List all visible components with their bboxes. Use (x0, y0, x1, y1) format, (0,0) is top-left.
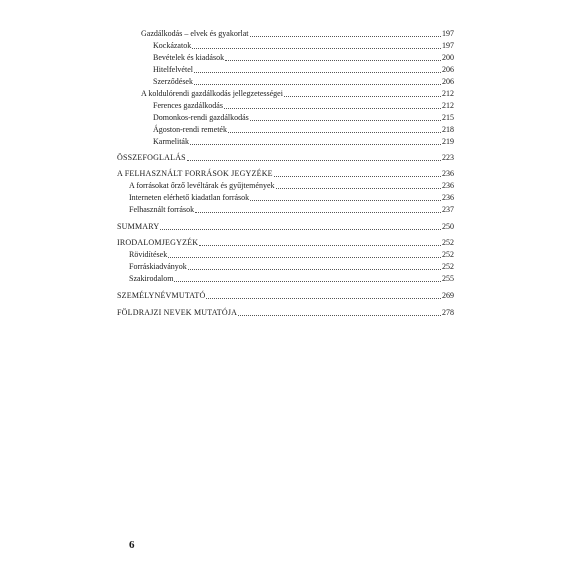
toc-entry-page: 252 (442, 238, 454, 247)
dot-leader (238, 315, 441, 316)
dot-leader (194, 72, 441, 73)
toc-entry-title: Rövidítések (129, 250, 168, 259)
dot-leader (187, 160, 441, 161)
toc-entry[interactable] (117, 290, 454, 301)
toc-entry-page: 223 (442, 153, 454, 162)
toc-entry-page: 215 (442, 113, 454, 122)
toc-entry-page: 250 (442, 222, 454, 231)
toc-entry-title: Forráskiadványok (129, 262, 187, 271)
toc-entry-page: 278 (442, 308, 454, 317)
toc-entry-title: Hitelfelvétel (153, 65, 193, 74)
toc-entry[interactable] (129, 180, 454, 191)
toc-entry[interactable] (153, 64, 454, 75)
toc-entry-page: 236 (442, 193, 454, 202)
toc-entry-page: 269 (442, 291, 454, 300)
toc-entry-page: 200 (442, 53, 454, 62)
toc-entry[interactable] (153, 40, 454, 51)
toc-entry[interactable] (153, 112, 454, 123)
dot-leader (225, 60, 441, 61)
toc-entry[interactable] (153, 52, 454, 63)
toc-entry-title: Bevételek és kiadások (153, 53, 225, 62)
dot-leader (250, 120, 441, 121)
toc-entry[interactable] (117, 152, 454, 163)
toc-entry-page: 236 (442, 181, 454, 190)
dot-leader (224, 108, 441, 109)
dot-leader (190, 144, 441, 145)
page-number: 6 (129, 539, 135, 551)
dot-leader (276, 188, 442, 189)
toc-entry[interactable] (129, 249, 454, 260)
toc-entry-title: Karmeliták (153, 137, 189, 146)
toc-entry-page: 236 (442, 169, 454, 178)
dot-leader (284, 96, 441, 97)
dot-leader (206, 298, 441, 299)
toc-entry[interactable] (153, 76, 454, 87)
toc-entry-title: Kockázatok (153, 41, 192, 50)
toc-entry-page: 237 (442, 205, 454, 214)
toc-entry-page: 212 (442, 101, 454, 110)
toc-entry-title: Ferences gazdálkodás (153, 101, 223, 110)
dot-leader (199, 245, 441, 246)
dot-leader (228, 132, 441, 133)
toc-entry[interactable] (129, 273, 454, 284)
toc-entry-page: 252 (442, 262, 454, 271)
toc-entry[interactable] (117, 237, 454, 248)
toc-entry-page: 206 (442, 65, 454, 74)
dot-leader (168, 257, 441, 258)
toc-entry[interactable] (153, 100, 454, 111)
toc-entry-title: IRODALOMJEGYZÉK (117, 238, 199, 247)
dot-leader (160, 229, 441, 230)
dot-leader (192, 48, 441, 49)
toc-entry[interactable] (141, 28, 454, 39)
toc-entry-title: Szakirodalom (129, 274, 174, 283)
dot-leader (274, 176, 441, 177)
toc-entry-page: 255 (442, 274, 454, 283)
toc-entry-title: Domonkos-rendi gazdálkodás (153, 113, 249, 122)
dot-leader (174, 281, 441, 282)
toc-entry-title: Ágoston-rendi remeték (153, 125, 227, 134)
toc-entry[interactable] (129, 261, 454, 272)
toc-entry-title: Felhasznált források (129, 205, 195, 214)
toc-entry-title: SZEMÉLYNÉVMUTATÓ (117, 291, 206, 300)
toc-entry[interactable] (129, 204, 454, 215)
dot-leader (195, 212, 441, 213)
dot-leader (194, 84, 441, 85)
toc-entry[interactable] (117, 307, 454, 318)
dot-leader (250, 36, 441, 37)
toc-entry-page: 206 (442, 77, 454, 86)
toc-entry-page: 197 (442, 29, 454, 38)
toc-entry-title: ÖSSZEFOGLALÁS (117, 153, 186, 162)
toc-entry[interactable] (117, 221, 454, 232)
toc-entry[interactable] (141, 88, 454, 99)
dot-leader (250, 200, 441, 201)
toc-entry[interactable] (153, 136, 454, 147)
toc-entry-title: A koldulórendi gazdálkodás jellegzetességei (141, 89, 283, 98)
toc-entry-page: 252 (442, 250, 454, 259)
toc-entry[interactable] (117, 168, 454, 179)
toc-entry[interactable] (129, 192, 454, 203)
toc-entry-title: Interneten elérhető kiadatlan források (129, 193, 250, 202)
toc-entry-page: 212 (442, 89, 454, 98)
toc-entry-title: A FELHASZNÁLT FORRÁSOK JEGYZÉKE (117, 169, 273, 178)
toc-entry-title: Szerződések (153, 77, 193, 86)
toc-entry-title: SUMMARY (117, 222, 160, 231)
toc-entry[interactable] (153, 124, 454, 135)
toc-entry-title: Gazdálkodás – elvek és gyakorlat (141, 29, 249, 38)
toc-entry-page: 218 (442, 125, 454, 134)
toc-entry-title: FÖLDRAJZI NEVEK MUTATÓJA (117, 308, 238, 317)
toc-entry-page: 219 (442, 137, 454, 146)
toc-entry-page: 197 (442, 41, 454, 50)
dot-leader (188, 269, 441, 270)
toc-entry-title: A forrásokat őrző levéltárak és gyűjtemények (129, 181, 275, 190)
